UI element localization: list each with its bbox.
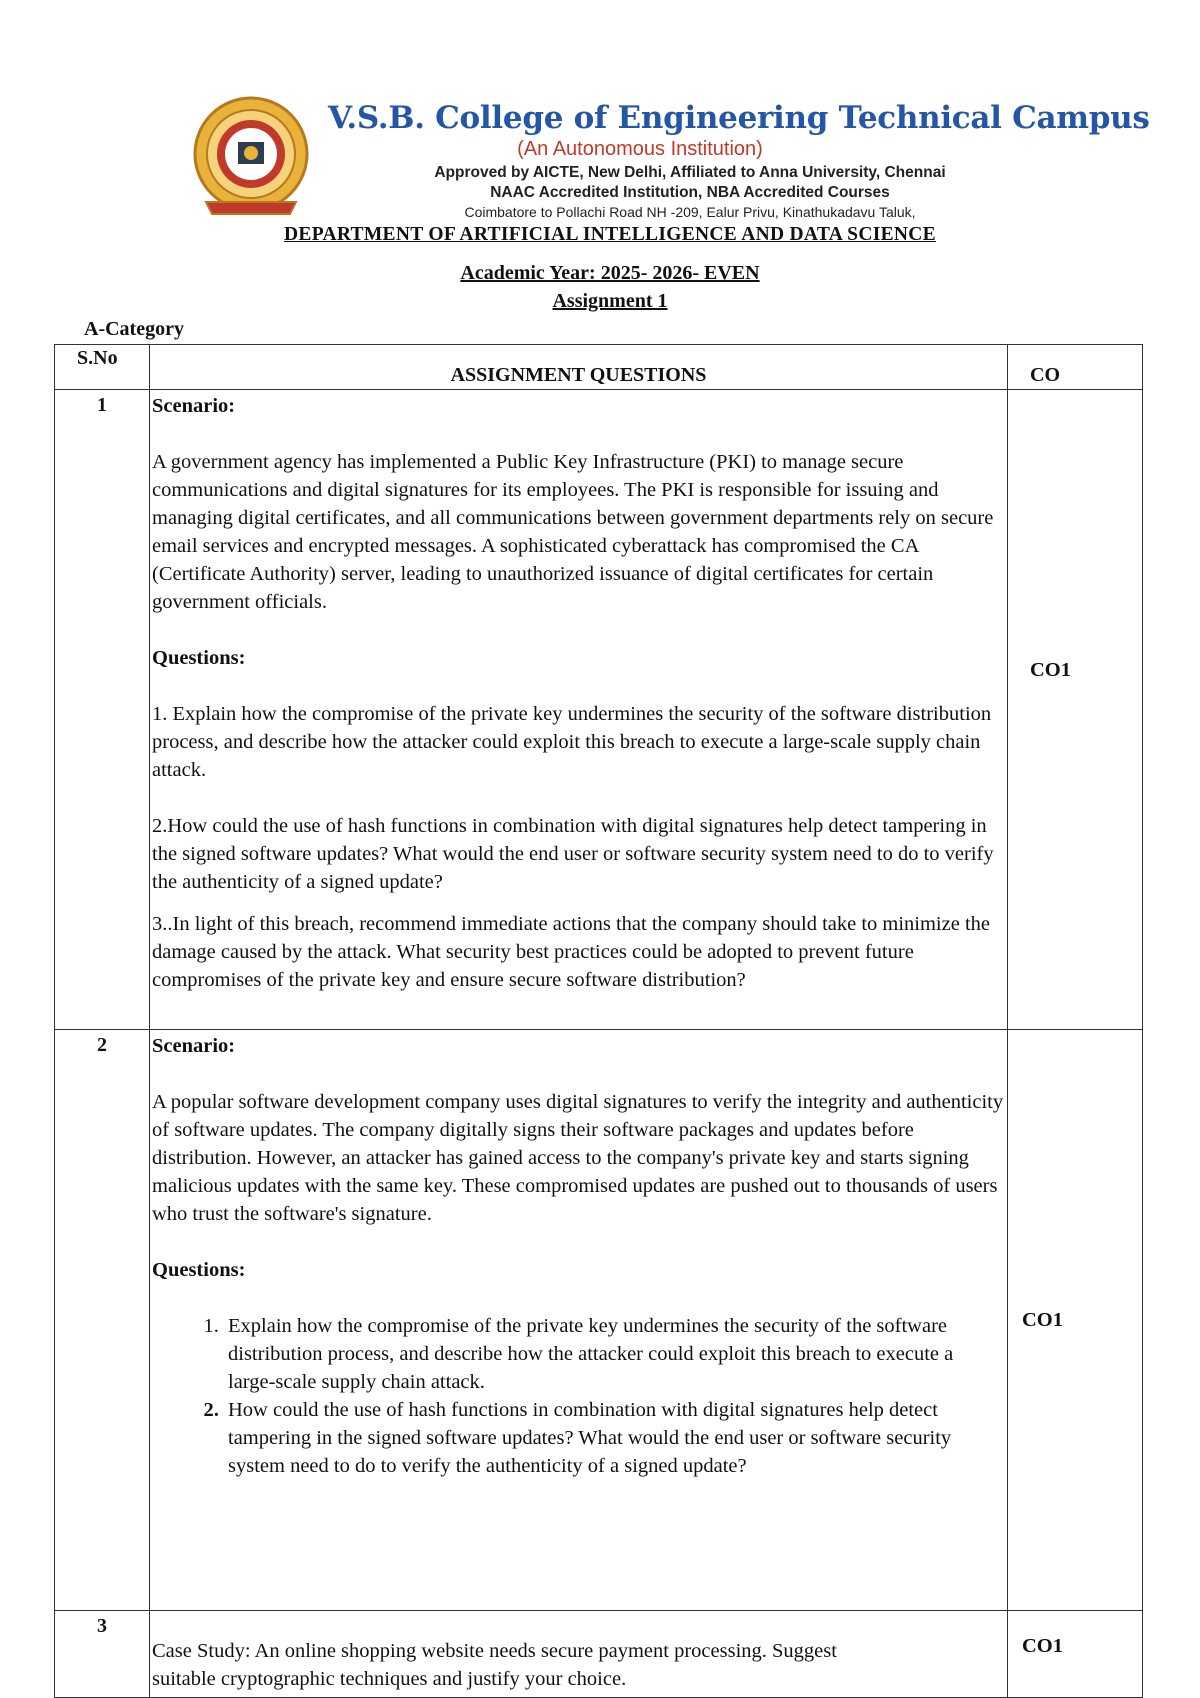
question-2: 2.How could the use of hash functions in combination with digital signatures help detect tampering in the signed software updates? What would the end user or software security system need to do to verify the authenticity of a signed update? (152, 815, 994, 893)
question-1: 1. Explain how the compromise of the private key undermines the security of the software distribution process, and describe how the attacker could exploit this breach to execute a large-scale supply chain attack. (152, 703, 992, 781)
academic-year: Academic Year: 2025- 2026- EVEN (460, 262, 760, 284)
header-questions: ASSIGNMENT QUESTIONS (150, 345, 1008, 390)
autonomous-tagline: (An Autonomous Institution) (517, 138, 763, 160)
row-co-cell (1008, 390, 1143, 1030)
table-row (55, 390, 1143, 1030)
course-outcome: CO1 (1022, 1308, 1063, 1331)
scenario-label: Scenario: (152, 1035, 236, 1057)
table-row (55, 1030, 1143, 1611)
question-1: 1. Explain how the compromise of the private key undermines the security of the software distribution process, and describe how the attacker could exploit this breach to execute a large-scale supply chain attack. (224, 1312, 1005, 1396)
row-sno: 1 (55, 390, 150, 1030)
letterhead (152, 72, 1150, 224)
header-co: CO (1008, 345, 1143, 390)
department-title: DEPARTMENT OF ARTIFICIAL INTELLIGENCE AND DATA SCIENCE (284, 224, 936, 245)
row-co-cell (1008, 1030, 1143, 1611)
course-outcome: CO1 (1022, 1635, 1063, 1657)
assignment-table (54, 344, 1143, 1698)
assignment-title: Assignment 1 (552, 290, 668, 312)
table-row (55, 1611, 1143, 1698)
row-question-cell (150, 1030, 1008, 1611)
scenario-text: A government agency has implemented a Public Key Infrastructure (PKI) to manage secure communications and digital signatures for its employees. The PKI is responsible for issuing and managing digital certificates, and all communications between government departments rely on secure email services and encrypted messages. A sophisticated cyberattack has compromised the CA (Certificate Authority) server, leading to unauthorized issuance of digital certificates for certain government officials. (152, 451, 994, 613)
row-question-cell (150, 1611, 1008, 1698)
case-study-text: Case Study: An online shopping website needs secure payment processing. Suggest suitable cryptographic techniques and justify your choice. (152, 1640, 837, 1690)
question-list (152, 1312, 1005, 1480)
college-emblem-icon (186, 94, 316, 224)
questions-label: Questions: (152, 1259, 246, 1281)
row-co-cell (1008, 1611, 1143, 1698)
address-line: Coimbatore to Pollachi Road NH -209, Ealur Privu, Kinathukadavu Taluk, (464, 204, 916, 220)
question-3: 3..In light of this breach, recommend immediate actions that the company should take to minimize the damage caused by the attack. What security best practices could be adopted to prevent future compromises of the private key and ensure secure software distribution? (152, 913, 990, 991)
scenario-text: A popular software development company uses digital signatures to verify the integrity and authenticity of software updates. The company digitally signs their software packages and updates before distribution. However, an attacker has gained access to the company's private key and starts signing malicious updates with the same key. These compromised updates are pushed out to thousands of users who trust the software's signature. (152, 1091, 1004, 1225)
row-sno: 3 (55, 1611, 150, 1698)
header-sno: S.No (55, 345, 150, 390)
category-label: A-Category (84, 318, 184, 340)
accreditation-line: NAAC Accredited Institution, NBA Accredited Courses (490, 184, 890, 201)
question-2: 2. How could the use of hash functions in combination with digital signatures help detect tampering in the signed software updates? What would the end user or software security system need to do to verify the authenticity of a signed update? (224, 1396, 1005, 1480)
approval-line: Approved by AICTE, New Delhi, Affiliated to Anna University, Chennai (434, 164, 946, 181)
college-name: V.S.B. College of Engineering Technical Campus (328, 100, 1150, 136)
scenario-label: Scenario: (152, 395, 236, 417)
questions-label: Questions: (152, 647, 246, 669)
table-header-row (55, 345, 1143, 390)
row-question-cell (150, 390, 1008, 1030)
row-sno: 2 (55, 1030, 150, 1611)
course-outcome: CO1 (1030, 658, 1071, 681)
